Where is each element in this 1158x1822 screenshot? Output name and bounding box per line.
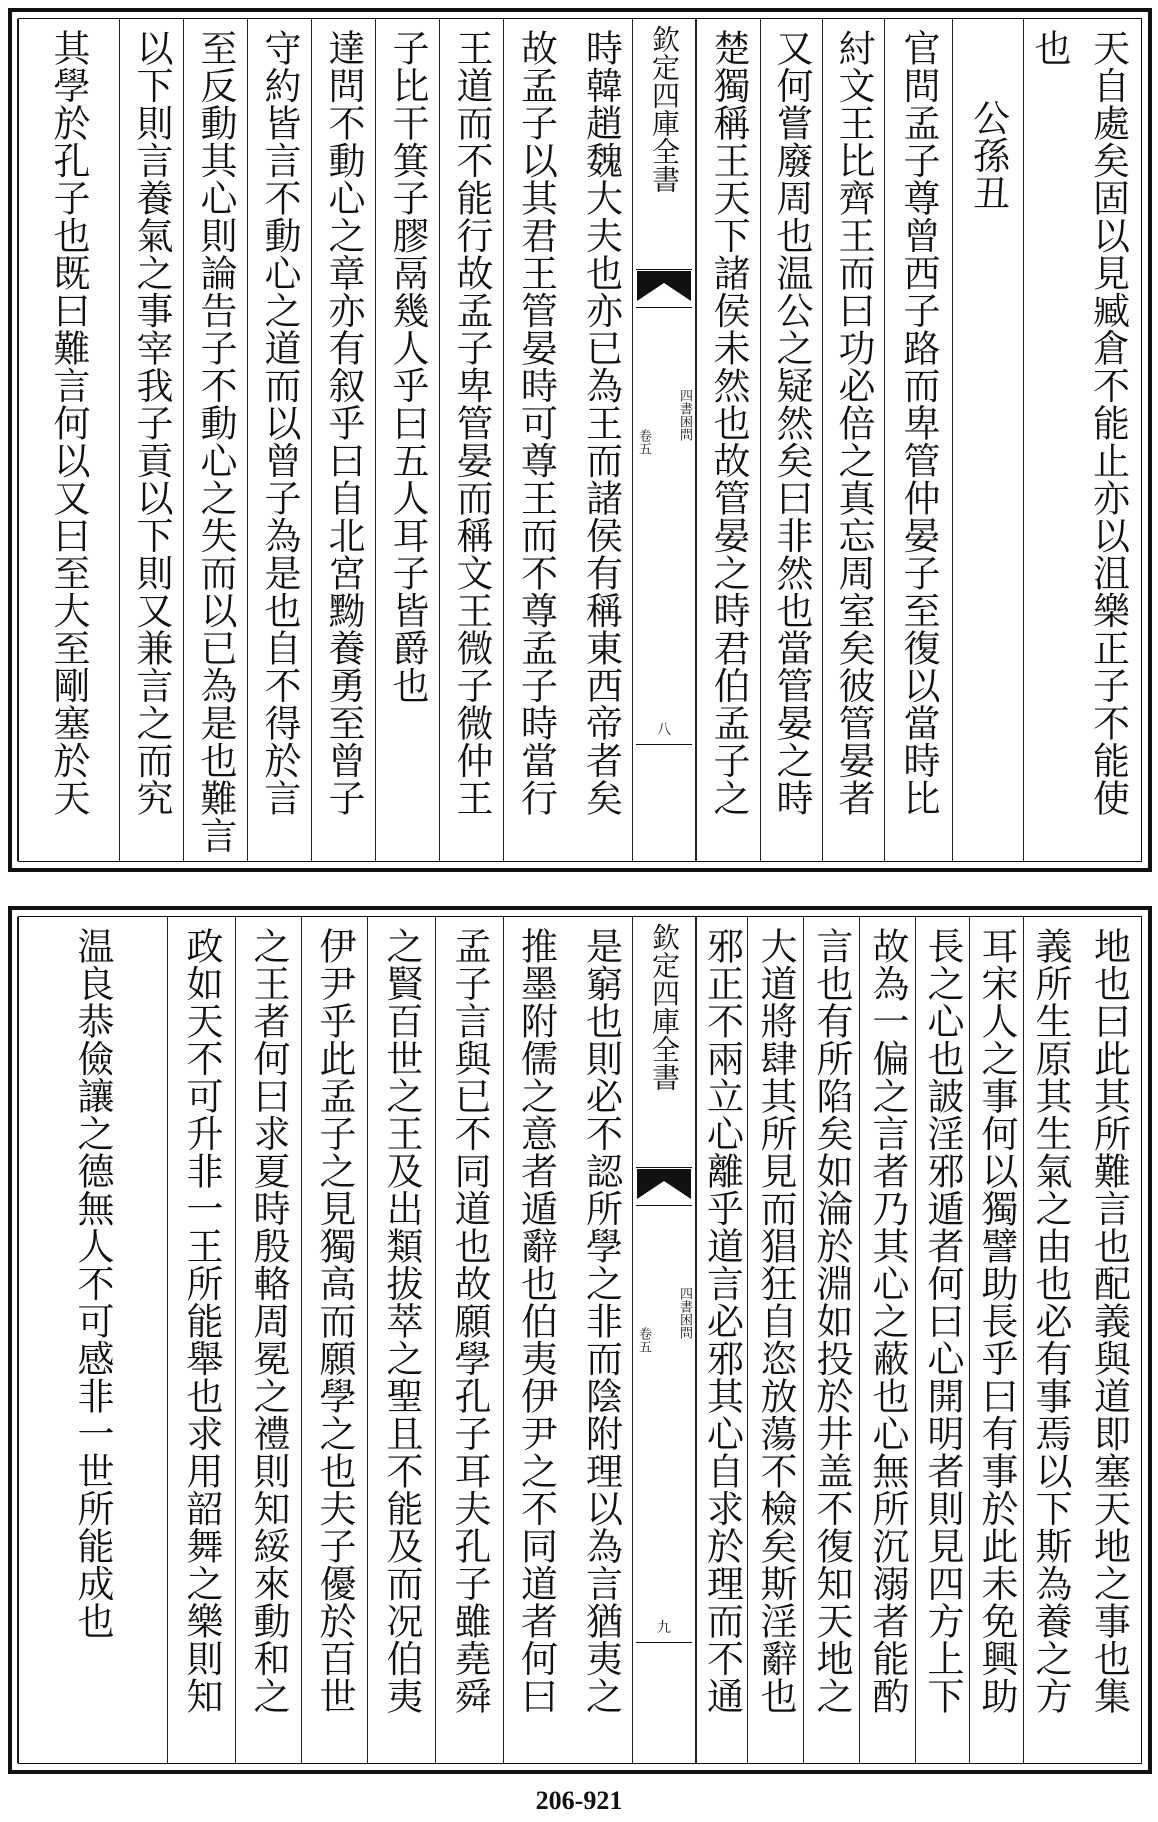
text-column: 推墨附儒之意者遁辭也伯夷伊尹之不同道者何曰 <box>503 917 568 1763</box>
volume-label: 卷五 <box>636 1327 651 1353</box>
text-column: 大道將肆其所見而猖狂自恣放蕩不檢矣斯淫辭也 <box>747 917 803 1763</box>
text-column: 時韓趙魏大夫也亦已為王而諸侯有稱東西帝者矣 <box>579 29 623 817</box>
text-column: 紂文王比齊王而曰功必倍之真忘周室矣彼管晏者 <box>822 19 884 861</box>
text-column: 故孟子以其君王管晏時可尊王而不尊孟子時當行 <box>503 19 568 861</box>
lower-page <box>8 906 1152 1774</box>
text-column: 温良恭儉讓之德無人不可感非一世所能成也 <box>17 917 167 1763</box>
section-heading-column <box>952 19 1023 861</box>
text-column: 長之心也詖淫邪遁者何曰心開明者則見四方上下 <box>915 917 969 1763</box>
text-column: 義所生原其生氣之由也必有事焉以下斯為養之方 <box>1023 917 1077 1763</box>
collection-title: 欽定四庫全書 <box>648 25 681 193</box>
text-column: 孟子言與已不同道也故願學孔子耳夫孔子雖堯舜 <box>435 917 503 1763</box>
text-column: 楚獨稱王天下諸侯未然也故管晏之時君伯孟子之 <box>696 19 760 861</box>
text-column: 官問孟子尊曾西子路而卑管仲晏子至復以當時比 <box>884 19 952 861</box>
book-title: 四書困問 <box>677 389 692 441</box>
text-column: 之賢百世之王及出類拔萃之聖且不能及而况伯夷 <box>367 917 435 1763</box>
text-column: 又何嘗廢周也温公之疑然矣曰非然也當管晏之時 <box>760 19 822 861</box>
collection-title: 欽定四庫全書 <box>648 923 681 1091</box>
text-column: 守約皆言不動心之道而以曾子為是也自不得於言 <box>247 19 311 861</box>
text-column: 邪正不兩立心離乎道言必邪其心自求於理而不通 <box>696 917 747 1763</box>
text-column: 天自處矣固以見臧倉不能止亦以沮樂正子不能使 <box>1086 29 1130 817</box>
upper-page <box>8 8 1152 872</box>
center-fold <box>632 917 696 1763</box>
text-column: 故為一偏之言者乃其心之蔽也心無所沉溺者能酌 <box>859 917 915 1763</box>
text-column: 王道而不能行故孟子卑管晏而稱文王微子微仲王 <box>439 19 503 861</box>
text-column: 子比干箕子膠鬲幾人乎曰五人耳子皆爵也 <box>375 19 439 861</box>
lower-page-frame <box>18 916 1142 1764</box>
text-column: 是窮也則必不認所學之非而陰附理以為言猶夷之 <box>579 927 623 1715</box>
center-fold <box>632 19 696 861</box>
text-column: 言也有所陷矣如淪於淵如投於井盖不復知天地之 <box>803 917 859 1763</box>
text-column: 伊尹乎此孟子之見獨高而願學之也夫子優於百世 <box>301 917 367 1763</box>
upper-page-frame <box>18 18 1142 862</box>
text-column: 也 <box>1023 19 1075 861</box>
folio-number: 九 <box>657 1620 671 1636</box>
section-heading: 公孫丑 <box>966 99 1010 212</box>
text-column: 其學於孔子也既曰難言何以又曰至大至剛塞於天 <box>17 19 119 861</box>
text-column: 地也曰此其所難言也配義與道即塞天地之事也集 <box>1087 927 1131 1715</box>
text-column: 政如天不可升非一王所能舉也求用韶舞之樂則知 <box>167 917 235 1763</box>
fish-tail-ornament-icon <box>633 1169 695 1203</box>
book-title: 四書困問 <box>677 1287 692 1339</box>
page-code: 206-921 <box>535 1786 623 1815</box>
volume-label: 卷五 <box>636 429 651 455</box>
text-column: 以下則言養氣之事宰我子貢以下則又兼言之而究 <box>119 19 183 861</box>
fish-tail-ornament-icon <box>633 271 695 305</box>
text-column: 之王者何曰求夏時殷輅周冕之禮則知綏來動和之 <box>235 917 301 1763</box>
text-column: 達問不動心之章亦有叙乎曰自北宮黝養勇至曾子 <box>311 19 375 861</box>
folio-number: 八 <box>657 722 671 738</box>
text-column: 耳宋人之事何以獨譬助長乎曰有事於此未免興助 <box>969 917 1023 1763</box>
text-column: 至反動其心則論告子不動心之失而以已為是也難言 <box>183 19 247 861</box>
